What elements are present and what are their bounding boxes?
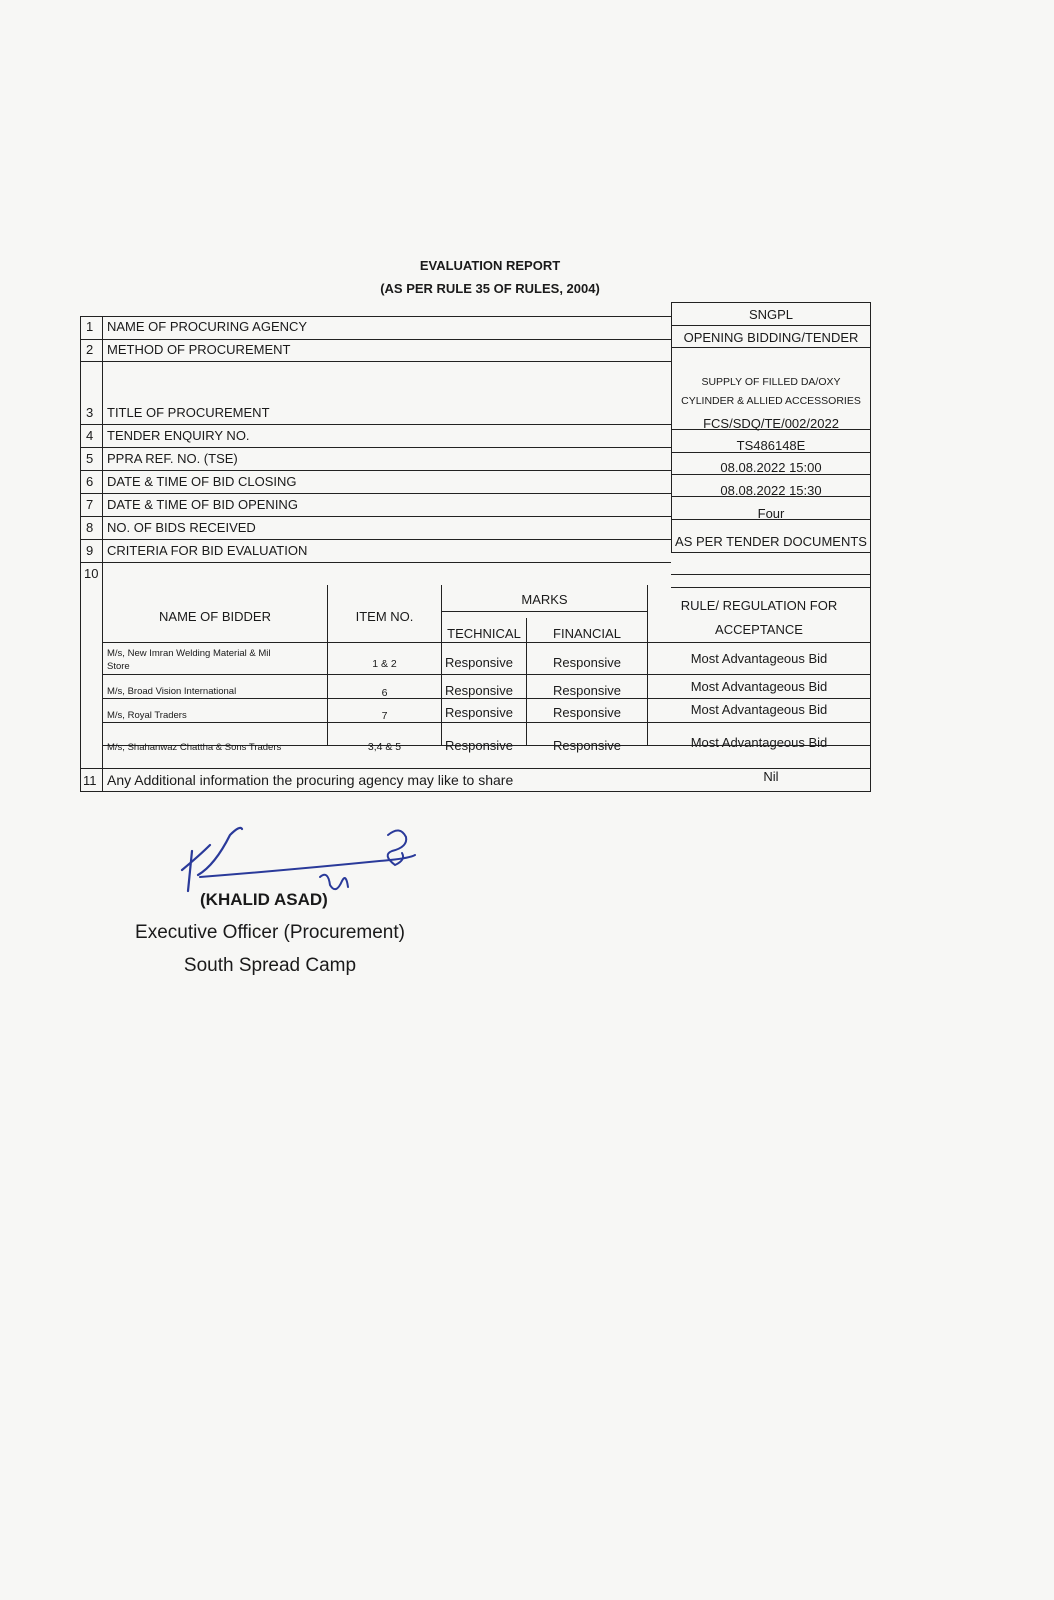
row-number: 1 (86, 319, 94, 334)
row-value-tender-enquiry: FCS/SDQ/TE/002/2022 (703, 416, 839, 431)
row-number: 2 (86, 342, 94, 357)
bidder-name: M/s, Royal Traders (107, 710, 187, 721)
row-number: 11 (83, 773, 97, 788)
row-label-additional-info: Any Additional information the procuring agency may like to share (107, 772, 514, 788)
row-value-procurement-title-line2: CYLINDER & ALLIED ACCESSORIES (681, 395, 861, 407)
row-number: 3 (86, 405, 94, 420)
report-title: EVALUATION REPORT (419, 258, 561, 273)
bidder-financial: Responsive (553, 683, 621, 698)
row-label-procuring-agency: NAME OF PROCURING AGENCY (107, 319, 308, 334)
row-number: 6 (86, 474, 94, 489)
header-technical: TECHNICAL (447, 626, 521, 641)
row-label-tender-enquiry: TENDER ENQUIRY NO. (107, 428, 250, 443)
bidder-technical: Responsive (445, 738, 513, 753)
row-label-evaluation-criteria: CRITERIA FOR BID EVALUATION (107, 543, 308, 558)
row-number: 8 (86, 520, 94, 535)
bidder-technical: Responsive (445, 683, 513, 698)
row-number: 5 (86, 451, 94, 466)
header-bidder-name: NAME OF BIDDER (159, 609, 271, 624)
header-marks: MARKS (521, 592, 568, 607)
header-item-no: ITEM NO. (355, 609, 414, 624)
bidder-rule: Most Advantageous Bid (690, 702, 828, 717)
signatory-title: Executive Officer (Procurement) (135, 922, 405, 943)
bidder-financial: Responsive (553, 705, 621, 720)
row-number: 7 (86, 497, 94, 512)
row-number: 10 (84, 566, 99, 581)
report-subtitle: (AS PER RULE 35 OF RULES, 2004) (380, 281, 600, 296)
bidder-name: M/s, Shahanwaz Chattha & Sons Traders (107, 742, 282, 753)
evaluation-table (80, 302, 889, 807)
bidder-financial: Responsive (553, 738, 621, 753)
row-label-ppra-ref: PPRA REF. NO. (TSE) (107, 451, 238, 466)
row-label-procurement-method: METHOD OF PROCUREMENT (107, 342, 291, 357)
header-rule-line1: RULE/ REGULATION FOR (680, 598, 838, 613)
row-number: 4 (86, 428, 94, 443)
header-financial: FINANCIAL (553, 626, 621, 641)
row-value-bid-closing: 08.08.2022 15:00 (720, 460, 822, 475)
bidder-item: 3,4 & 5 (367, 741, 402, 753)
row-label-bid-closing: DATE & TIME OF BID CLOSING (107, 474, 297, 489)
bidder-name: M/s, New Imran Welding Material & Mil (107, 648, 271, 659)
row-value-procurement-title-line1: SUPPLY OF FILLED DA/OXY (701, 376, 841, 388)
row-value-additional-info: Nil (763, 769, 779, 784)
signatory-place: South Spread Camp (183, 955, 357, 976)
bidder-technical: Responsive (445, 705, 513, 720)
row-value-procuring-agency: SNGPL (748, 307, 794, 322)
bidder-name: M/s, Broad Vision International (107, 686, 237, 697)
row-value-procurement-method: OPENING BIDDING/TENDER (683, 330, 859, 345)
bidder-item: 6 (381, 687, 388, 699)
bidder-technical: Responsive (445, 655, 513, 670)
signatory-name: (KHALID ASAD) (200, 890, 328, 909)
bidder-rule: Most Advantageous Bid (690, 735, 828, 750)
row-label-bid-opening: DATE & TIME OF BID OPENING (107, 497, 298, 512)
bidder-rule: Most Advantageous Bid (690, 651, 828, 666)
bidder-item: 1 & 2 (372, 658, 397, 670)
row-value-bid-opening: 08.08.2022 15:30 (720, 483, 822, 498)
row-label-procurement-title: TITLE OF PROCUREMENT (107, 405, 270, 420)
bidder-name-cont: Store (107, 661, 130, 672)
row-value-ppra-ref: TS486148E (736, 438, 806, 453)
row-number: 9 (86, 543, 94, 558)
row-label-bids-received: NO. OF BIDS RECEIVED (107, 520, 256, 535)
row-value-bids-received: Four (757, 506, 785, 521)
header-rule-line2: ACCEPTANCE (715, 622, 803, 637)
bidder-item: 7 (381, 710, 388, 722)
bidder-financial: Responsive (553, 655, 621, 670)
bidder-rule: Most Advantageous Bid (690, 679, 828, 694)
row-value-evaluation-criteria: AS PER TENDER DOCUMENTS (675, 534, 867, 549)
